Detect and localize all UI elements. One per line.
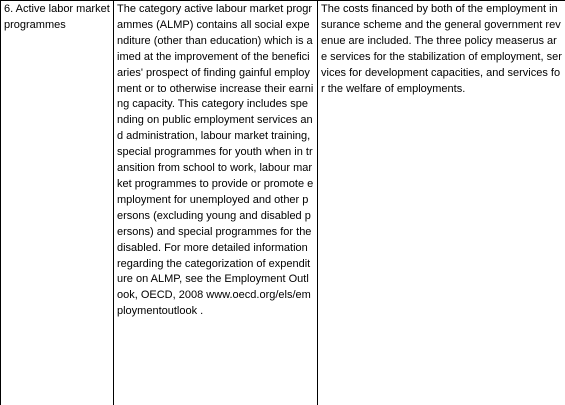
definition-cell <box>114 1 318 405</box>
definition-text: The category active labour market programmes (ALMP) contains all social expenditure (other than education) which is aimed at the improvement of the beneficiaries' prospect of finding gainful employment or to otherwise increase their earning capacity. This category includes spending on public employment services and administration, labour market training, special programmes for youth when in transition from school to work, labour market programmes to provide or promote employment for unemployed and other persons (excluding young and disabled persons) and special programmes for the disabled. For more detailed information regarding the categorization of expenditure on ALMP, see the Employment Outlook, OECD, 2008 www.oecd.org/els/employmentoutlook . <box>117 3 314 318</box>
table-row <box>1 1 565 405</box>
notes-cell <box>318 1 565 405</box>
category-cell <box>1 1 114 405</box>
notes-text: The costs financed by both of the employment insurance scheme and the general government revenue are included. The three policy measerus are services for the stabilization of employment, services for development capacities, and services for the welfare of employments. <box>321 3 562 95</box>
category-text: 6. Active labor market programmes <box>4 3 110 31</box>
